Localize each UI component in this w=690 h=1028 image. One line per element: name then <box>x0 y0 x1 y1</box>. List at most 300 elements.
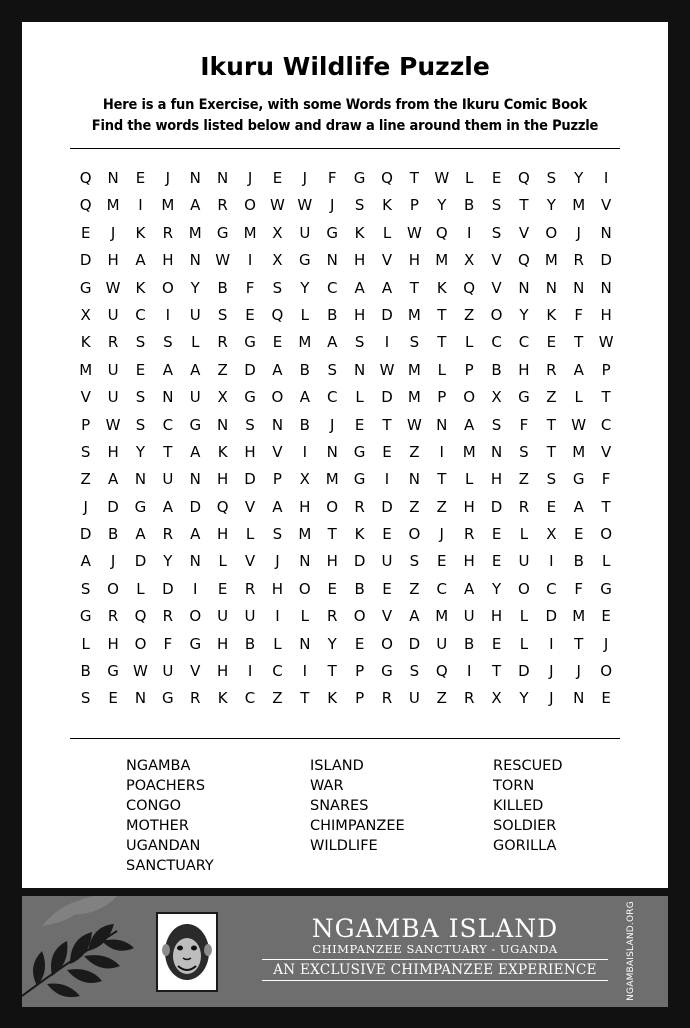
grid-letter[interactable]: R <box>326 607 338 626</box>
grid-letter[interactable]: V <box>381 251 393 270</box>
grid-letter[interactable]: K <box>217 442 228 461</box>
grid-letter[interactable]: H <box>107 442 119 461</box>
grid-letter[interactable]: E <box>272 333 283 352</box>
grid-letter[interactable]: I <box>549 552 554 571</box>
grid-letter[interactable]: D <box>381 305 393 324</box>
grid-letter[interactable]: H <box>217 470 229 489</box>
grid-letter[interactable]: Y <box>546 196 556 215</box>
grid-letter[interactable]: X <box>272 223 283 242</box>
grid-letter[interactable]: G <box>134 497 147 516</box>
grid-letter[interactable]: A <box>190 442 201 461</box>
grid-letter[interactable]: T <box>409 169 419 187</box>
grid-letter[interactable]: M <box>572 607 586 626</box>
grid-letter[interactable]: J <box>329 415 335 434</box>
grid-letter[interactable]: M <box>572 196 586 215</box>
grid-letter[interactable]: V <box>244 552 256 571</box>
grid-letter[interactable]: R <box>244 579 256 598</box>
grid-letter[interactable]: R <box>217 196 228 215</box>
grid-letter[interactable]: A <box>190 360 201 379</box>
grid-letter[interactable]: D <box>353 552 366 571</box>
grid-letter[interactable]: N <box>299 552 311 571</box>
grid-letter[interactable]: J <box>247 169 253 187</box>
grid-letter[interactable]: H <box>217 662 229 681</box>
grid-letter[interactable]: J <box>576 662 581 681</box>
grid-letter[interactable]: V <box>190 662 201 681</box>
grid-letter[interactable]: Q <box>518 251 530 270</box>
grid-letter[interactable]: K <box>135 223 146 242</box>
grid-letter[interactable]: F <box>163 634 173 653</box>
grid-letter[interactable]: Z <box>436 689 447 708</box>
grid-letter[interactable]: F <box>245 278 255 297</box>
grid-letter[interactable]: Q <box>435 223 448 242</box>
grid-letter[interactable]: Z <box>546 388 557 407</box>
grid-letter[interactable]: E <box>491 634 502 653</box>
grid-letter[interactable]: W <box>133 662 148 681</box>
grid-letter[interactable]: W <box>406 415 422 434</box>
grid-letter[interactable]: L <box>464 333 474 352</box>
grid-letter[interactable]: D <box>381 497 393 516</box>
grid-letter[interactable]: G <box>107 662 119 681</box>
grid-letter[interactable]: C <box>272 662 283 681</box>
grid-letter[interactable]: W <box>598 333 614 352</box>
grid-letter[interactable]: G <box>600 579 612 598</box>
grid-letter[interactable]: E <box>546 333 557 352</box>
grid-letter[interactable]: E <box>382 579 392 598</box>
grid-letter[interactable]: K <box>546 305 557 324</box>
grid-letter[interactable]: Y <box>135 442 146 461</box>
grid-letter[interactable]: O <box>600 662 613 681</box>
grid-letter[interactable]: W <box>105 278 121 297</box>
grid-letter[interactable]: B <box>464 634 475 653</box>
grid-letter[interactable]: T <box>601 497 611 516</box>
grid-letter[interactable]: O <box>408 525 421 544</box>
grid-letter[interactable]: S <box>354 333 365 352</box>
grid-letter[interactable]: X <box>491 388 502 407</box>
grid-letter[interactable]: S <box>272 525 283 544</box>
grid-letter[interactable]: R <box>107 333 119 352</box>
grid-letter[interactable]: H <box>217 525 229 544</box>
grid-letter[interactable]: G <box>518 388 530 407</box>
grid-letter[interactable]: L <box>191 333 200 352</box>
grid-letter[interactable]: Z <box>217 360 228 379</box>
grid-letter[interactable]: L <box>300 305 309 324</box>
grid-letter[interactable]: L <box>464 169 474 187</box>
grid-letter[interactable]: S <box>135 415 146 434</box>
grid-letter[interactable]: I <box>165 305 171 324</box>
grid-letter[interactable]: D <box>244 360 256 379</box>
grid-letter[interactable]: O <box>518 579 530 598</box>
grid-letter[interactable]: B <box>299 360 310 379</box>
grid-letter[interactable]: M <box>188 223 202 242</box>
grid-letter[interactable]: H <box>107 251 119 270</box>
grid-letter[interactable]: B <box>244 634 256 653</box>
letter-grid[interactable] <box>72 168 622 716</box>
grid-letter[interactable]: N <box>134 689 147 708</box>
grid-letter[interactable]: H <box>490 470 503 489</box>
grid-letter[interactable]: R <box>162 223 174 242</box>
grid-letter[interactable]: U <box>107 360 119 379</box>
grid-letter[interactable]: O <box>326 497 339 516</box>
grid-letter[interactable]: I <box>193 579 198 598</box>
grid-letter[interactable]: M <box>243 223 257 242</box>
grid-letter[interactable]: C <box>244 689 256 708</box>
grid-letter[interactable]: A <box>107 470 119 489</box>
grid-letter[interactable]: N <box>217 415 229 434</box>
grid-letter[interactable]: L <box>81 634 90 653</box>
grid-letter[interactable]: L <box>382 223 392 242</box>
grid-letter[interactable]: Y <box>190 278 200 297</box>
grid-letter[interactable]: S <box>491 415 502 434</box>
grid-letter[interactable]: A <box>573 497 584 516</box>
grid-letter[interactable]: T <box>163 442 173 461</box>
grid-letter[interactable]: N <box>408 470 420 489</box>
grid-letter[interactable]: R <box>518 497 530 516</box>
grid-letter[interactable]: P <box>409 196 419 215</box>
grid-letter[interactable]: I <box>302 442 308 461</box>
grid-letter[interactable]: J <box>603 634 609 653</box>
grid-letter[interactable]: S <box>546 169 557 187</box>
grid-letter[interactable]: V <box>244 497 256 516</box>
grid-letter[interactable]: D <box>244 470 256 489</box>
grid-letter[interactable]: E <box>437 552 447 571</box>
grid-letter[interactable]: H <box>600 305 612 324</box>
grid-letter[interactable]: N <box>189 251 201 270</box>
grid-letter[interactable]: N <box>436 415 448 434</box>
grid-letter[interactable]: N <box>107 169 119 187</box>
grid-letter[interactable]: U <box>107 388 119 407</box>
grid-letter[interactable]: K <box>436 278 447 297</box>
grid-letter[interactable]: H <box>244 442 256 461</box>
grid-letter[interactable]: F <box>574 579 584 598</box>
grid-letter[interactable]: Q <box>463 278 476 297</box>
grid-letter[interactable]: E <box>491 169 502 187</box>
grid-letter[interactable]: A <box>327 333 338 352</box>
grid-letter[interactable]: O <box>189 607 202 626</box>
grid-letter[interactable]: L <box>437 360 446 379</box>
grid-letter[interactable]: N <box>518 278 530 297</box>
grid-letter[interactable]: K <box>354 525 365 544</box>
grid-letter[interactable]: P <box>355 689 365 708</box>
grid-letter[interactable]: M <box>298 525 312 544</box>
grid-letter[interactable]: A <box>135 251 146 270</box>
grid-letter[interactable]: E <box>382 442 392 461</box>
grid-letter[interactable]: J <box>83 497 88 516</box>
grid-letter[interactable]: C <box>436 579 448 598</box>
grid-letter[interactable]: N <box>353 360 366 379</box>
grid-letter[interactable]: X <box>491 689 502 708</box>
grid-letter[interactable]: D <box>600 251 612 270</box>
grid-letter[interactable]: U <box>244 607 256 626</box>
grid-letter[interactable]: M <box>106 196 120 215</box>
grid-letter[interactable]: E <box>135 169 146 187</box>
grid-letter[interactable]: E <box>573 525 584 544</box>
grid-letter[interactable]: N <box>189 169 201 187</box>
grid-letter[interactable]: E <box>217 579 228 598</box>
grid-letter[interactable]: Y <box>574 169 584 187</box>
grid-letter[interactable]: I <box>466 662 472 681</box>
grid-letter[interactable]: U <box>162 470 174 489</box>
grid-letter[interactable]: W <box>406 223 422 242</box>
grid-letter[interactable]: N <box>326 442 338 461</box>
grid-letter[interactable]: W <box>105 415 121 434</box>
grid-letter[interactable]: F <box>574 305 584 324</box>
grid-letter[interactable]: L <box>519 607 529 626</box>
grid-letter[interactable]: K <box>382 196 392 215</box>
website-url[interactable]: NGAMBAISLAND.ORG <box>626 901 636 1001</box>
grid-letter[interactable]: Z <box>464 305 475 324</box>
grid-letter[interactable]: E <box>272 169 283 187</box>
grid-letter[interactable]: D <box>79 525 92 544</box>
grid-letter[interactable]: U <box>436 634 448 653</box>
grid-letter[interactable]: Q <box>134 607 147 626</box>
grid-letter[interactable]: B <box>299 415 310 434</box>
grid-letter[interactable]: Y <box>491 579 502 598</box>
grid-letter[interactable]: H <box>271 579 284 598</box>
grid-letter[interactable]: I <box>384 333 390 352</box>
grid-letter[interactable]: A <box>409 607 420 626</box>
grid-letter[interactable]: D <box>107 497 119 516</box>
grid-letter[interactable]: N <box>271 415 284 434</box>
grid-letter[interactable]: D <box>545 607 558 626</box>
grid-letter[interactable]: N <box>600 223 612 242</box>
grid-letter[interactable]: O <box>490 305 503 324</box>
grid-letter[interactable]: B <box>107 525 119 544</box>
grid-letter[interactable]: A <box>299 388 310 407</box>
grid-letter[interactable]: S <box>409 662 420 681</box>
grid-letter[interactable]: J <box>549 662 554 681</box>
grid-letter[interactable]: A <box>354 278 365 297</box>
grid-letter[interactable]: L <box>300 607 309 626</box>
grid-letter[interactable]: W <box>571 415 587 434</box>
grid-letter[interactable]: P <box>437 388 447 407</box>
grid-letter[interactable]: I <box>603 169 609 187</box>
grid-letter[interactable]: N <box>299 634 311 653</box>
grid-letter[interactable]: Z <box>272 689 283 708</box>
grid-letter[interactable]: A <box>135 525 146 544</box>
grid-letter[interactable]: H <box>162 251 174 270</box>
grid-letter[interactable]: T <box>546 415 556 434</box>
grid-letter[interactable]: V <box>600 442 612 461</box>
grid-letter[interactable]: R <box>162 525 174 544</box>
grid-letter[interactable]: A <box>464 415 475 434</box>
grid-letter[interactable]: D <box>189 497 202 516</box>
grid-letter[interactable]: Z <box>409 579 420 598</box>
grid-letter[interactable]: X <box>299 470 310 489</box>
grid-letter[interactable]: G <box>216 223 229 242</box>
grid-letter[interactable]: P <box>272 470 282 489</box>
grid-letter[interactable]: X <box>80 305 91 324</box>
grid-letter[interactable]: M <box>435 607 449 626</box>
grid-letter[interactable]: H <box>408 251 421 270</box>
grid-letter[interactable]: E <box>382 525 392 544</box>
grid-letter[interactable]: Z <box>80 470 91 489</box>
grid-letter[interactable]: E <box>327 579 337 598</box>
grid-letter[interactable]: S <box>354 196 365 215</box>
grid-letter[interactable]: S <box>327 360 337 379</box>
grid-letter[interactable]: G <box>189 634 202 653</box>
grid-letter[interactable]: T <box>327 662 337 681</box>
grid-letter[interactable]: A <box>381 278 393 297</box>
grid-letter[interactable]: Q <box>79 169 92 187</box>
grid-letter[interactable]: V <box>381 607 393 626</box>
grid-letter[interactable]: T <box>574 333 584 352</box>
grid-letter[interactable]: N <box>217 169 229 187</box>
grid-letter[interactable]: M <box>407 360 421 379</box>
grid-letter[interactable]: N <box>326 251 338 270</box>
grid-letter[interactable]: I <box>138 196 143 215</box>
grid-letter[interactable]: B <box>80 662 91 681</box>
grid-letter[interactable]: X <box>217 388 228 407</box>
grid-letter[interactable]: O <box>134 634 147 653</box>
grid-letter[interactable]: A <box>162 497 173 516</box>
grid-letter[interactable]: E <box>491 525 502 544</box>
grid-letter[interactable]: M <box>407 388 421 407</box>
grid-letter[interactable]: T <box>491 662 502 681</box>
grid-letter[interactable]: E <box>546 497 557 516</box>
grid-letter[interactable]: I <box>439 442 444 461</box>
grid-letter[interactable]: I <box>549 634 554 653</box>
grid-letter[interactable]: T <box>546 442 556 461</box>
grid-letter[interactable]: G <box>353 442 366 461</box>
grid-letter[interactable]: K <box>135 278 146 297</box>
grid-letter[interactable]: H <box>353 251 366 270</box>
grid-letter[interactable]: C <box>162 415 174 434</box>
grid-letter[interactable]: G <box>244 388 256 407</box>
grid-letter[interactable]: L <box>574 388 583 407</box>
grid-letter[interactable]: M <box>79 360 93 379</box>
grid-letter[interactable]: X <box>272 251 283 270</box>
grid-letter[interactable]: Z <box>409 497 420 516</box>
grid-letter[interactable]: Y <box>327 634 337 653</box>
grid-letter[interactable]: F <box>327 169 337 187</box>
grid-letter[interactable]: M <box>407 305 421 324</box>
grid-letter[interactable]: P <box>464 360 474 379</box>
grid-letter[interactable]: E <box>601 607 611 626</box>
grid-letter[interactable]: U <box>299 223 311 242</box>
grid-letter[interactable]: G <box>79 278 92 297</box>
grid-letter[interactable]: A <box>272 360 283 379</box>
grid-letter[interactable]: U <box>518 552 530 571</box>
grid-letter[interactable]: P <box>601 360 611 379</box>
grid-letter[interactable]: W <box>379 360 395 379</box>
grid-letter[interactable]: S <box>491 223 502 242</box>
grid-letter[interactable]: U <box>217 607 229 626</box>
grid-letter[interactable]: L <box>519 525 529 544</box>
grid-letter[interactable]: T <box>300 689 310 708</box>
grid-letter[interactable]: V <box>600 196 612 215</box>
grid-letter[interactable]: G <box>244 333 256 352</box>
grid-letter[interactable]: C <box>600 415 612 434</box>
grid-letter[interactable]: T <box>437 333 447 352</box>
grid-letter[interactable]: T <box>437 305 447 324</box>
grid-letter[interactable]: N <box>490 442 503 461</box>
grid-letter[interactable]: I <box>275 607 280 626</box>
grid-letter[interactable]: C <box>326 388 338 407</box>
grid-letter[interactable]: J <box>549 689 554 708</box>
grid-letter[interactable]: V <box>491 251 502 270</box>
grid-letter[interactable]: U <box>162 662 174 681</box>
grid-letter[interactable]: F <box>519 415 529 434</box>
grid-letter[interactable]: T <box>519 196 529 215</box>
grid-letter[interactable]: T <box>574 634 584 653</box>
grid-letter[interactable]: W <box>270 196 285 215</box>
grid-letter[interactable]: K <box>327 689 338 708</box>
grid-letter[interactable]: O <box>600 525 613 544</box>
grid-letter[interactable]: A <box>190 196 201 215</box>
grid-letter[interactable]: B <box>464 196 475 215</box>
grid-letter[interactable]: N <box>189 552 201 571</box>
grid-letter[interactable]: E <box>354 634 365 653</box>
grid-letter[interactable]: I <box>302 662 308 681</box>
grid-letter[interactable]: N <box>573 278 585 297</box>
grid-letter[interactable]: Y <box>437 196 447 215</box>
grid-letter[interactable]: N <box>573 689 585 708</box>
grid-letter[interactable]: S <box>546 470 557 489</box>
grid-letter[interactable]: Z <box>409 442 420 461</box>
grid-letter[interactable]: S <box>135 388 146 407</box>
grid-letter[interactable]: D <box>134 552 147 571</box>
grid-letter[interactable]: L <box>464 470 474 489</box>
grid-letter[interactable]: N <box>162 388 174 407</box>
grid-letter[interactable]: H <box>217 634 229 653</box>
grid-letter[interactable]: D <box>162 579 174 598</box>
grid-letter[interactable]: L <box>355 388 364 407</box>
grid-letter[interactable]: P <box>355 662 365 681</box>
grid-letter[interactable]: R <box>573 251 584 270</box>
grid-letter[interactable]: U <box>189 305 201 324</box>
grid-letter[interactable]: E <box>135 360 146 379</box>
grid-letter[interactable]: X <box>464 251 475 270</box>
grid-letter[interactable]: U <box>189 388 201 407</box>
grid-letter[interactable]: L <box>218 552 227 571</box>
grid-letter[interactable]: G <box>79 607 92 626</box>
grid-letter[interactable]: U <box>408 689 420 708</box>
grid-letter[interactable]: W <box>297 196 313 215</box>
grid-letter[interactable]: G <box>353 470 366 489</box>
grid-letter[interactable]: R <box>463 525 475 544</box>
grid-letter[interactable]: A <box>80 552 91 571</box>
grid-letter[interactable]: S <box>135 333 146 352</box>
grid-letter[interactable]: T <box>409 278 419 297</box>
grid-letter[interactable]: S <box>409 333 420 352</box>
grid-letter[interactable]: J <box>110 552 116 571</box>
grid-letter[interactable]: Y <box>300 278 310 297</box>
grid-letter[interactable]: G <box>299 251 311 270</box>
grid-letter[interactable]: G <box>381 662 393 681</box>
grid-letter[interactable]: S <box>409 552 420 571</box>
grid-letter[interactable]: R <box>217 333 228 352</box>
grid-letter[interactable]: E <box>354 415 365 434</box>
grid-letter[interactable]: Q <box>435 662 448 681</box>
grid-letter[interactable]: J <box>275 552 280 571</box>
grid-letter[interactable]: Y <box>163 552 173 571</box>
grid-letter[interactable]: I <box>466 223 472 242</box>
grid-letter[interactable]: Q <box>79 196 92 215</box>
grid-letter[interactable]: H <box>463 552 475 571</box>
grid-letter[interactable]: T <box>601 388 611 407</box>
grid-letter[interactable]: W <box>434 169 450 187</box>
grid-letter[interactable]: A <box>573 360 584 379</box>
grid-letter[interactable]: D <box>490 497 503 516</box>
grid-letter[interactable]: U <box>107 305 119 324</box>
grid-letter[interactable]: T <box>437 470 447 489</box>
grid-letter[interactable]: S <box>80 442 91 461</box>
grid-letter[interactable]: L <box>601 552 611 571</box>
grid-letter[interactable]: C <box>491 333 502 352</box>
grid-letter[interactable]: M <box>435 251 449 270</box>
grid-letter[interactable]: A <box>190 525 201 544</box>
grid-letter[interactable]: V <box>518 223 530 242</box>
